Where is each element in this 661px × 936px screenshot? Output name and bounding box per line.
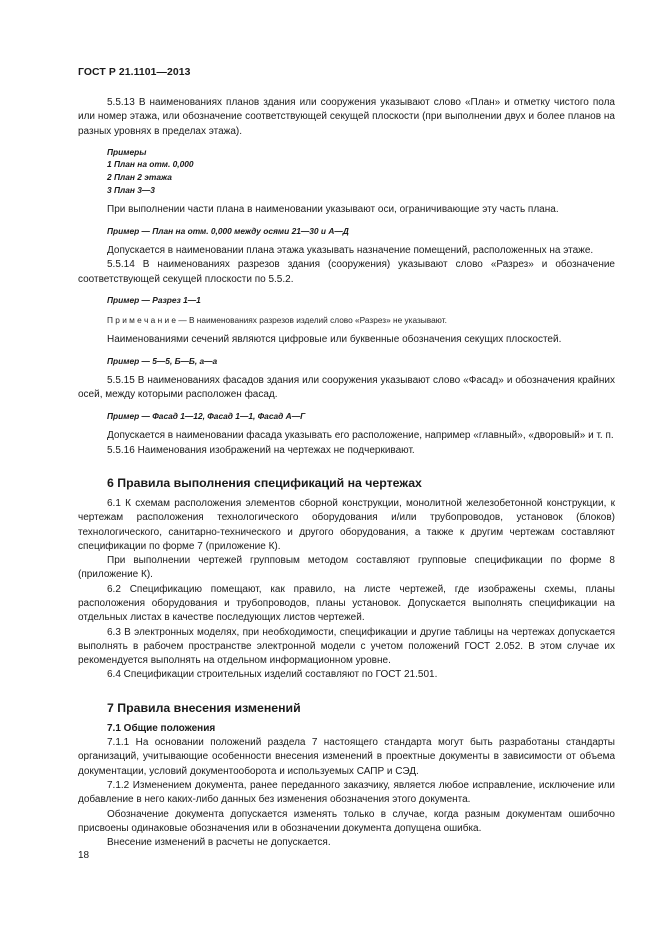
paragraph-6-2: 6.2 Спецификацию помещают, как правило, на листе чертежей, где изображены схемы, планы расположения оборудования и трубопроводов, планы установок. Допускается выполнять спецификации на отдельных листах в качестве последующих листов чертежей.: [78, 583, 615, 624]
page-number: 18: [78, 850, 90, 861]
section-7-title: 7 Правила внесения изменений: [107, 700, 301, 715]
paragraph-calc: Внесение изменений в расчеты не допускается.: [107, 837, 331, 849]
example-facade: Пример — Фасад 1—12, Фасад 1—1, Фасад А—Г: [107, 410, 306, 421]
paragraph-5-5-16: 5.5.16 Наименования изображений на чертежах не подчеркивают.: [107, 444, 415, 456]
subsection-7-1-title: 7.1 Общие положения: [107, 722, 216, 734]
paragraph-6-3: 6.3 В электронных моделях, при необходимости, спецификации и другие таблицы на чертежах допускается выполнять в рабочем пространстве электронной модели с учетом положений ГОСТ 2.052. В этом случае их рекомендуется выполнять на отдельном информационном уровне.: [78, 626, 615, 667]
paragraph-5-5-14: 5.5.14 В наименованиях разрезов здания (сооружения) указывают слово «Разрез» и обозначение соответствующей секущей плоскости по 5.5.2.: [78, 259, 615, 285]
paragraph-5-5-13: 5.5.13 В наименованиях планов здания или сооружения указывают слово «План» и отметку чистого пола или номер этажа, или обозначение соответствующей секущей плоскости (при выполнении двух и более планов на разных уровнях в пределах этажа).: [78, 97, 615, 137]
example-item-1: 1 План на отм. 0,000: [107, 159, 194, 170]
note-text: — В наименованиях разрезов изделий слово «Разрез» не указывают.: [176, 314, 447, 325]
paragraph-6-1: 6.1 К схемам расположения элементов сборной конструкции, монолитной железобетонной конструкции, к чертежам расположения технологического оборудования и/или трубопроводов, установок (блоков) технологического, санитарно-технического и другого оборудования, а также к другим чертежам составляют спецификации по форме 7 (приложение К).: [78, 497, 615, 552]
document-body: [78, 96, 615, 850]
example-axes: Пример — План на отм. 0,000 между осями 21—30 и А—Д: [107, 225, 349, 236]
example-section: Пример — Разрез 1—1: [107, 295, 201, 306]
paragraph-group-spec: При выполнении чертежей групповым методом составляют групповые спецификации по форме 8 (приложение К).: [78, 555, 615, 581]
document-header: ГОСТ Р 21.1101—2013: [78, 67, 191, 78]
examples-title: Примеры: [107, 146, 147, 157]
note: [78, 314, 615, 327]
paragraph-cuts: Наименованиями сечений являются цифровые или буквенные обозначения секущих плоскостей.: [107, 334, 562, 346]
paragraph-7-1-2: 7.1.2 Изменением документа, ранее переданного заказчику, является любое исправление, исключение или добавление в него каких-либо данных без изменения обозначения этого документа.: [78, 779, 615, 806]
note-label: П р и м е ч а н и е: [107, 314, 177, 325]
paragraph-6-4: 6.4 Спецификации строительных изделий составляют по ГОСТ 21.501.: [107, 669, 438, 681]
section-6-title: 6 Правила выполнения спецификаций на чертежах: [107, 475, 422, 490]
example-cuts: Пример — 5—5, Б—Б, а—а: [107, 355, 218, 366]
paragraph-allowed-plan: Допускается в наименовании плана этажа указывать назначение помещений, расположенных на этаже.: [107, 245, 594, 257]
example-item-3: 3 План 3—3: [107, 184, 155, 195]
paragraph-facade-location: Допускается в наименовании фасада указывать его расположение, например «главный», «дворовый» и т. п.: [107, 430, 614, 442]
example-item-2: 2 План 2 этажа: [107, 172, 172, 183]
paragraph-5-5-15: 5.5.15 В наименованиях фасадов здания или сооружения указывают слово «Фасад» и обозначения крайних осей, между которыми расположен фасад.: [78, 375, 615, 401]
paragraph-part-plan: При выполнении части плана в наименовании указывают оси, ограничивающие эту часть плана.: [107, 204, 559, 216]
paragraph-7-1-1: 7.1.1 На основании положений раздела 7 настоящего стандарта могут быть разработаны стандарты организаций, учитывающие особенности внесения изменений в проектные документы в зависимости от объема документации, условий документооборота и используемых САПР и СЭД.: [78, 737, 615, 777]
paragraph-designation: Обозначение документа допускается изменять только в случае, когда разным документам ошибочно присвоены одинаковые обозначения или в обозначении документа допущена ошибка.: [78, 808, 615, 834]
